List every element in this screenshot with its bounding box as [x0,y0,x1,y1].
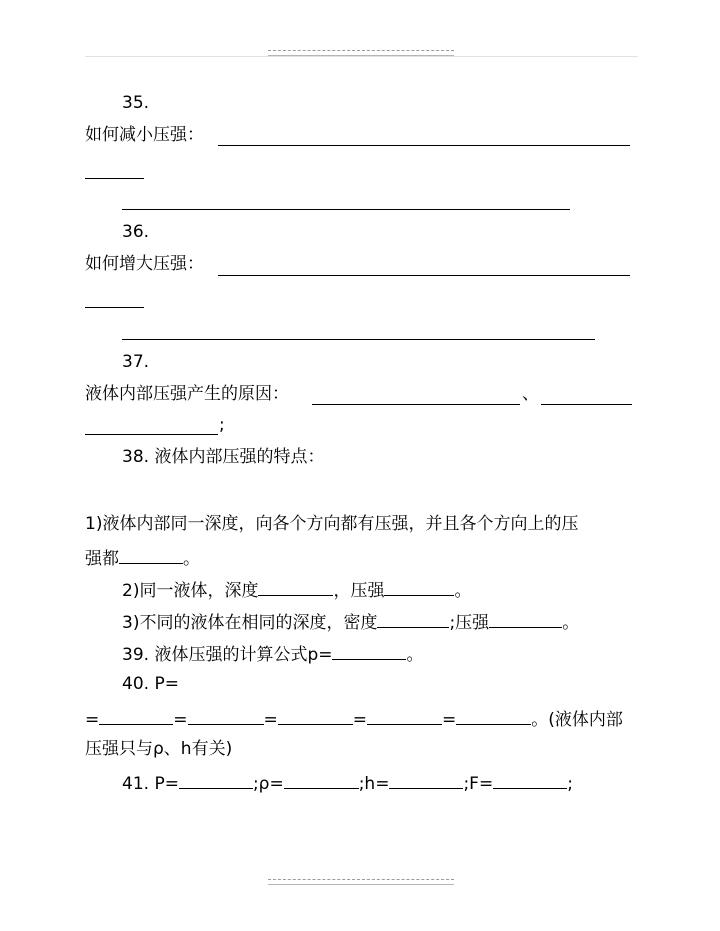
q37-number: 37. [122,352,150,372]
q36-number: 36. [122,222,150,242]
q40-blank-1[interactable] [99,706,173,725]
q35-answer-blank-2[interactable] [85,178,144,179]
q41-blank-p[interactable] [179,770,253,789]
q38-item2-blank-1[interactable] [258,577,333,596]
q35-number: 35. [122,93,150,113]
q40-eq-2: = [173,710,188,730]
q41 [122,770,573,795]
q35-answer-blank-3[interactable] [122,209,570,210]
q41-blank-rho[interactable] [284,770,359,789]
q38-item3-blank-1[interactable] [377,609,449,628]
q38-item3-blank-2[interactable] [489,609,562,628]
q38-item3-prefix: 3)不同的液体在相同的深度，密度 [122,613,378,633]
q38-item3-period: 。 [562,613,580,633]
header-solid-line [268,55,454,56]
q35-answer-blank-1[interactable] [218,145,630,146]
q39 [122,641,423,666]
q37-label: 液体内部压强产生的原因： [85,384,289,404]
q36-answer-blank-1[interactable] [218,275,630,276]
q38-item3 [122,609,579,634]
footer-dashed-line [268,879,454,880]
q40-eq-4: = [352,710,367,730]
q38-item2-prefix: 2)同一液体，深度 [122,581,259,601]
q40-blank-5[interactable] [456,706,531,725]
q38-item3-mid: ;压强 [449,613,490,633]
q37-answer-blank-3[interactable] [85,434,218,435]
q40-tail: 。(液体内部 [531,710,623,730]
q41-blank-h[interactable] [389,770,463,789]
q37-answer-blank-1[interactable] [312,404,520,405]
q36-answer-blank-2[interactable] [85,307,144,308]
q36-answer-blank-3[interactable] [122,339,595,340]
header-rule [85,56,638,57]
q40-eq-5: = [442,710,457,730]
q38-item1-line1: 1)液体内部同一深度，向各个方向都有压强，并且各个方向上的压 [85,514,579,534]
q40-blank-4[interactable] [367,706,442,725]
q38-item1-prefix: 强都 [85,549,119,569]
q38-item2 [122,577,471,602]
q38-item1-line2 [85,545,200,570]
q39-prefix: 39. 液体压强的计算公式p= [122,645,333,665]
q39-period: 。 [406,645,424,665]
q39-blank[interactable] [332,641,406,660]
q40-line1: 40. P= [122,674,179,694]
q41-blank-f[interactable] [493,770,567,789]
q38-item2-period: 。 [454,581,472,601]
q41-f-label: ;F= [463,774,494,794]
q41-rho-label: ;ρ= [252,774,284,794]
q35-label: 如何减小压强： [85,125,204,145]
q38-item2-blank-2[interactable] [384,577,454,596]
q41-h-label: ;h= [358,774,390,794]
q38-item2-mid: ，压强 [333,581,385,601]
footer-solid-line [268,884,454,885]
q40-eq-1: = [85,710,100,730]
header-dashed-line [268,50,454,51]
q40-line3: 压强只与ρ、h有关) [85,739,233,759]
q36-label: 如何增大压强： [85,254,204,274]
q38-item1-period: 。 [183,549,200,569]
q40-blank-2[interactable] [188,706,264,725]
q41-end: ; [567,774,573,794]
q37-separator: 、 [522,384,539,404]
q40-eq-3: = [263,710,278,730]
q38-title: 38. 液体内部压强的特点： [122,447,325,467]
q40-blank-3[interactable] [278,706,353,725]
q37-answer-blank-2[interactable] [541,404,632,405]
q37-semicolon: ; [219,415,225,435]
q38-item1-blank[interactable] [119,545,183,564]
q41-prefix: 41. P= [122,774,179,794]
q40-line2 [85,706,623,731]
